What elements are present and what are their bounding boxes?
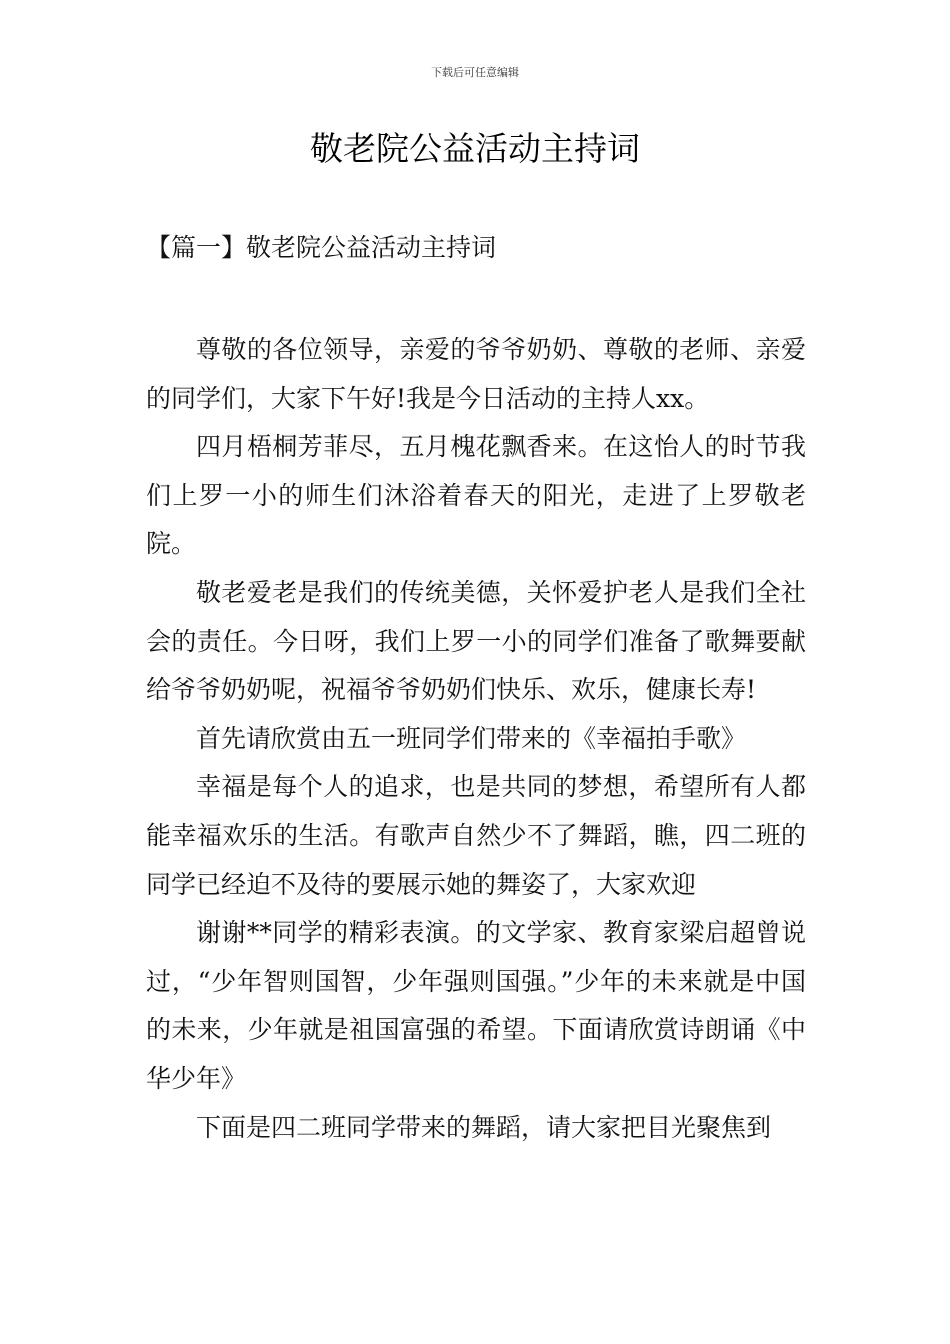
paragraph-season: 四月梧桐芳菲尽，五月槐花飘香来。在这怡人的时节我们上罗一小的师生们沐浴着春天的阳光，走进了上罗敬老院。	[146, 432, 806, 559]
section-heading: 【篇一】敬老院公益活动主持词	[146, 233, 497, 262]
paragraph-respect-elders: 敬老爱老是我们的传统美德，关怀爱护老人是我们全社会的责任。今日呀，我们上罗一小的同学们准备了歌舞要献给爷爷奶奶呢，祝福爷爷奶奶们快乐、欢乐，健康长寿!	[146, 577, 806, 705]
document-body	[146, 326, 806, 1152]
paragraph-dance-intro: 幸福是每个人的追求，也是共同的梦想，希望所有人都能幸福欢乐的生活。有歌声自然少不了舞蹈，瞧，四二班的同学已经迫不及待的要展示她的舞姿了，大家欢迎	[146, 772, 806, 899]
paragraph-poem-intro: 谢谢**同学的精彩表演。的文学家、教育家梁启超曾说过，“少年智则国智，少年强则国强。”少年的未来就是中国的未来，少年就是祖国富强的希望。下面请欣赏诗朗诵《中华少年》	[146, 918, 806, 1093]
paragraph-next-dance: 下面是四二班同学带来的舞蹈，请大家把目光聚焦到	[196, 1112, 772, 1142]
document-title: 敬老院公益活动主持词	[310, 129, 640, 168]
header-note: 下载后可任意编辑	[431, 66, 519, 79]
paragraph-greeting: 尊敬的各位领导，亲爱的爷爷奶奶、尊敬的老师、亲爱的同学们，大家下午好!我是今日活动的主持人xx。	[146, 335, 806, 413]
paragraph-first-performance: 首先请欣赏由五一班同学们带来的《幸福拍手歌》	[196, 723, 747, 753]
